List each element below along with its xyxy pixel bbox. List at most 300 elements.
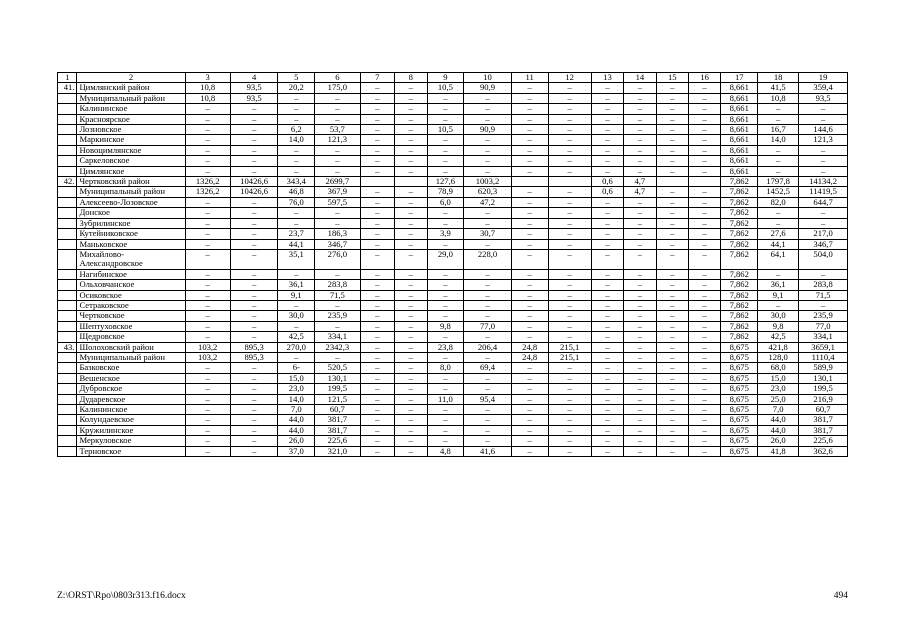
value-cell: – [278, 156, 315, 166]
value-cell: – [591, 104, 623, 114]
settlement-name-cell: Новоцимлянское [77, 145, 185, 155]
value-cell: – [656, 208, 688, 218]
value-cell: 644,7 [799, 197, 848, 207]
value-cell: 14,0 [278, 135, 315, 145]
value-cell: – [548, 332, 591, 342]
value-cell: – [395, 93, 427, 103]
row-number-cell [58, 104, 77, 114]
header-cell: 4 [230, 73, 278, 83]
table-row [58, 405, 848, 415]
value-cell: – [185, 229, 230, 239]
value-cell: – [656, 321, 688, 331]
value-cell: – [230, 373, 278, 383]
value-cell: – [230, 425, 278, 435]
value-cell: – [230, 156, 278, 166]
value-cell: 30,0 [758, 311, 799, 321]
value-cell: – [360, 166, 395, 176]
value-cell: – [688, 145, 720, 155]
value-cell: 20,2 [278, 83, 315, 93]
value-cell: – [758, 104, 799, 114]
value-cell: 346,7 [799, 239, 848, 249]
value-cell: – [688, 269, 720, 279]
settlement-name-cell: Красноярское [77, 114, 185, 124]
value-cell: – [548, 384, 591, 394]
value-cell: 7,862 [721, 300, 758, 310]
value-cell: – [688, 290, 720, 300]
value-cell: – [688, 125, 720, 135]
value-cell: 144,6 [799, 125, 848, 135]
value-cell: – [624, 384, 656, 394]
value-cell: 14,0 [758, 135, 799, 145]
value-cell: – [464, 332, 512, 342]
value-cell: 8,661 [721, 104, 758, 114]
value-cell: – [591, 300, 623, 310]
value-cell: – [591, 425, 623, 435]
value-cell: – [360, 373, 395, 383]
settlement-name-cell: Вешенское [77, 373, 185, 383]
value-cell: – [230, 114, 278, 124]
row-number-cell [58, 405, 77, 415]
value-cell: – [688, 93, 720, 103]
value-cell: – [278, 269, 315, 279]
value-cell: – [360, 104, 395, 114]
header-cell: 2 [77, 73, 185, 83]
value-cell: 27,6 [758, 229, 799, 239]
value-cell: 95,4 [464, 394, 512, 404]
value-cell: – [624, 145, 656, 155]
value-cell: – [591, 83, 623, 93]
value-cell: 78,9 [427, 187, 464, 197]
value-cell: 7,0 [758, 405, 799, 415]
value-cell: – [548, 104, 591, 114]
value-cell: – [230, 280, 278, 290]
value-cell: – [624, 405, 656, 415]
value-cell: – [511, 415, 548, 425]
value-cell: – [624, 363, 656, 373]
value-cell: – [656, 187, 688, 197]
value-cell: – [511, 218, 548, 228]
header-cell: 7 [360, 73, 395, 83]
value-cell: – [511, 125, 548, 135]
value-cell: 93,5 [799, 93, 848, 103]
row-number-cell [58, 373, 77, 383]
value-cell: – [511, 93, 548, 103]
value-cell: – [464, 93, 512, 103]
value-cell: – [591, 229, 623, 239]
value-cell: – [591, 197, 623, 207]
value-cell: – [548, 446, 591, 456]
value-cell: – [395, 384, 427, 394]
value-cell: – [591, 394, 623, 404]
value-cell: – [656, 384, 688, 394]
value-cell: – [511, 311, 548, 321]
value-cell: 7,862 [721, 187, 758, 197]
value-cell: – [688, 363, 720, 373]
value-cell: – [511, 135, 548, 145]
value-cell: – [511, 187, 548, 197]
value-cell: – [511, 332, 548, 342]
table-row [58, 83, 848, 93]
value-cell: – [395, 373, 427, 383]
table-row [58, 290, 848, 300]
value-cell: 7,862 [721, 229, 758, 239]
value-cell: – [548, 249, 591, 269]
value-cell: 69,4 [464, 363, 512, 373]
row-number-cell [58, 187, 77, 197]
table-row [58, 280, 848, 290]
value-cell: 7,862 [721, 197, 758, 207]
value-cell: 36,1 [278, 280, 315, 290]
value-cell: 0,6 [591, 187, 623, 197]
value-cell: – [591, 352, 623, 362]
value-cell: – [315, 166, 360, 176]
value-cell: – [278, 352, 315, 362]
value-cell: 15,0 [758, 373, 799, 383]
value-cell: 346,7 [315, 239, 360, 249]
value-cell: – [624, 342, 656, 352]
value-cell: – [185, 436, 230, 446]
value-cell: – [758, 114, 799, 124]
value-cell: – [548, 218, 591, 228]
value-cell: – [185, 239, 230, 249]
value-cell: – [656, 239, 688, 249]
value-cell: – [464, 135, 512, 145]
value-cell: – [230, 321, 278, 331]
value-cell: – [230, 363, 278, 373]
value-cell: – [230, 125, 278, 135]
value-cell: – [427, 156, 464, 166]
value-cell: 10426,6 [230, 177, 278, 187]
value-cell: – [315, 93, 360, 103]
header-cell: 13 [591, 73, 623, 83]
value-cell: 76,0 [278, 197, 315, 207]
value-cell: 1326,2 [185, 187, 230, 197]
table-row [58, 145, 848, 155]
value-cell: 225,6 [799, 436, 848, 446]
value-cell: – [624, 114, 656, 124]
value-cell: – [591, 415, 623, 425]
row-number-cell [58, 394, 77, 404]
value-cell: – [185, 415, 230, 425]
value-cell: – [548, 394, 591, 404]
value-cell: – [230, 415, 278, 425]
value-cell: – [511, 156, 548, 166]
value-cell: – [360, 384, 395, 394]
value-cell: – [548, 187, 591, 197]
value-cell: – [511, 321, 548, 331]
value-cell: – [360, 280, 395, 290]
value-cell [511, 177, 548, 187]
value-cell: 30,0 [278, 311, 315, 321]
value-cell: – [799, 300, 848, 310]
value-cell: 9,1 [758, 290, 799, 300]
value-cell: – [656, 269, 688, 279]
row-number-cell [58, 125, 77, 135]
value-cell: – [656, 415, 688, 425]
page-number: 494 [833, 591, 848, 601]
table-row [58, 239, 848, 249]
value-cell: – [464, 156, 512, 166]
table-row [58, 249, 848, 269]
value-cell: – [395, 218, 427, 228]
value-cell: 2342,3 [315, 342, 360, 352]
value-cell: 42,5 [278, 332, 315, 342]
value-cell: 8,675 [721, 425, 758, 435]
value-cell: 41,5 [758, 83, 799, 93]
value-cell: – [360, 394, 395, 404]
value-cell: – [185, 290, 230, 300]
value-cell: 121,5 [315, 394, 360, 404]
value-cell: – [230, 436, 278, 446]
value-cell: – [591, 342, 623, 352]
value-cell: 1003,2 [464, 177, 512, 187]
value-cell: – [464, 425, 512, 435]
value-cell: – [688, 218, 720, 228]
value-cell: – [395, 269, 427, 279]
value-cell: 367,9 [315, 187, 360, 197]
settlement-name-cell: Дубровское [77, 384, 185, 394]
value-cell: – [511, 280, 548, 290]
value-cell: – [591, 208, 623, 218]
value-cell: – [548, 208, 591, 218]
header-cell: 12 [548, 73, 591, 83]
settlement-name-cell: Маньковское [77, 239, 185, 249]
value-cell: – [360, 332, 395, 342]
value-cell: – [656, 394, 688, 404]
value-cell: – [548, 156, 591, 166]
settlement-name-cell: Калининское [77, 104, 185, 114]
settlement-name-cell: Муниципальный район [77, 187, 185, 197]
settlement-name-cell: Ольховчанское [77, 280, 185, 290]
value-cell: 276,0 [315, 249, 360, 269]
value-cell: – [511, 300, 548, 310]
value-cell: – [315, 300, 360, 310]
value-cell: 199,5 [799, 384, 848, 394]
settlement-name-cell: Нагибинское [77, 269, 185, 279]
value-cell: – [315, 145, 360, 155]
value-cell: – [624, 352, 656, 362]
table-row [58, 93, 848, 103]
value-cell: 8,661 [721, 145, 758, 155]
value-cell: – [656, 332, 688, 342]
value-cell: – [624, 104, 656, 114]
value-cell: – [511, 269, 548, 279]
value-cell: – [360, 145, 395, 155]
value-cell: 16,7 [758, 125, 799, 135]
value-cell: – [511, 446, 548, 456]
value-cell: – [464, 373, 512, 383]
value-cell: – [185, 425, 230, 435]
value-cell: – [511, 197, 548, 207]
value-cell: 10,8 [185, 83, 230, 93]
row-number-cell [58, 384, 77, 394]
value-cell: 7,862 [721, 239, 758, 249]
value-cell: – [591, 239, 623, 249]
value-cell: – [315, 352, 360, 362]
value-cell: 597,5 [315, 197, 360, 207]
value-cell: – [511, 384, 548, 394]
table-row [58, 104, 848, 114]
value-cell: 36,1 [758, 280, 799, 290]
value-cell: 8,675 [721, 436, 758, 446]
header-cell: 16 [688, 73, 720, 83]
value-cell: – [511, 290, 548, 300]
value-cell: – [624, 415, 656, 425]
table-row [58, 425, 848, 435]
value-cell: – [624, 125, 656, 135]
value-cell: – [688, 436, 720, 446]
row-number-cell [58, 332, 77, 342]
row-number-cell [58, 208, 77, 218]
value-cell: 381,7 [315, 415, 360, 425]
value-cell: – [395, 446, 427, 456]
row-number-cell [58, 218, 77, 228]
value-cell: 44,1 [758, 239, 799, 249]
value-cell: 42,5 [758, 332, 799, 342]
settlement-name-cell: Меркуловское [77, 436, 185, 446]
value-cell: – [395, 300, 427, 310]
value-cell: – [548, 425, 591, 435]
value-cell: – [591, 269, 623, 279]
value-cell: – [656, 373, 688, 383]
value-cell: – [591, 249, 623, 269]
value-cell: – [464, 415, 512, 425]
value-cell: – [624, 290, 656, 300]
value-cell: – [464, 384, 512, 394]
value-cell: – [511, 208, 548, 218]
value-cell: 90,9 [464, 125, 512, 135]
value-cell: – [624, 197, 656, 207]
value-cell: – [360, 311, 395, 321]
value-cell: – [688, 208, 720, 218]
value-cell: – [427, 425, 464, 435]
value-cell: 228,0 [464, 249, 512, 269]
value-cell: 35,1 [278, 249, 315, 269]
value-cell: – [315, 269, 360, 279]
value-cell: 895,3 [230, 352, 278, 362]
value-cell: – [548, 311, 591, 321]
value-cell: – [591, 332, 623, 342]
value-cell: – [360, 229, 395, 239]
value-cell: 8,661 [721, 156, 758, 166]
value-cell: – [185, 249, 230, 269]
table-row [58, 187, 848, 197]
value-cell: – [591, 436, 623, 446]
value-cell: – [624, 436, 656, 446]
settlement-name-cell: Шептуховское [77, 321, 185, 331]
value-cell: – [427, 135, 464, 145]
value-cell: – [656, 363, 688, 373]
value-cell: – [688, 321, 720, 331]
row-number-cell [58, 300, 77, 310]
value-cell: – [624, 239, 656, 249]
value-cell: – [185, 311, 230, 321]
row-number-cell [58, 425, 77, 435]
value-cell: – [624, 332, 656, 342]
value-cell: – [278, 300, 315, 310]
value-cell: – [464, 280, 512, 290]
value-cell: – [656, 311, 688, 321]
value-cell: – [427, 145, 464, 155]
value-cell: 44,0 [278, 425, 315, 435]
value-cell: – [185, 104, 230, 114]
value-cell: – [395, 125, 427, 135]
row-number-cell [58, 363, 77, 373]
value-cell: – [185, 300, 230, 310]
value-cell: 381,7 [315, 425, 360, 435]
value-cell: – [591, 311, 623, 321]
value-cell: – [230, 300, 278, 310]
value-cell: – [624, 249, 656, 269]
value-cell: – [656, 125, 688, 135]
value-cell: – [395, 208, 427, 218]
value-cell: – [360, 269, 395, 279]
value-cell: – [185, 208, 230, 218]
value-cell: 9,8 [427, 321, 464, 331]
settlement-name-cell: Донское [77, 208, 185, 218]
value-cell: – [278, 145, 315, 155]
value-cell: – [688, 446, 720, 456]
value-cell: – [511, 363, 548, 373]
value-cell: – [548, 229, 591, 239]
value-cell: – [688, 229, 720, 239]
value-cell: – [185, 269, 230, 279]
value-cell: – [360, 197, 395, 207]
value-cell: – [591, 446, 623, 456]
value-cell: 127,6 [427, 177, 464, 187]
value-cell: – [624, 300, 656, 310]
value-cell: 6- [278, 363, 315, 373]
value-cell: – [688, 114, 720, 124]
settlement-name-cell: Алексеево-Лозовское [77, 197, 185, 207]
value-cell: 77,0 [799, 321, 848, 331]
value-cell: – [230, 311, 278, 321]
row-number-cell [58, 145, 77, 155]
value-cell: – [360, 300, 395, 310]
value-cell: – [591, 156, 623, 166]
value-cell: – [360, 436, 395, 446]
value-cell: – [360, 135, 395, 145]
value-cell: – [688, 166, 720, 176]
settlement-name-cell: Терновское [77, 446, 185, 456]
value-cell [656, 177, 688, 187]
value-cell: – [278, 166, 315, 176]
value-cell: – [230, 384, 278, 394]
value-cell: – [656, 166, 688, 176]
value-cell: – [395, 239, 427, 249]
value-cell: – [656, 436, 688, 446]
value-cell: 60,7 [315, 405, 360, 415]
value-cell: – [799, 145, 848, 155]
table-row [58, 208, 848, 218]
value-cell: – [591, 280, 623, 290]
value-cell: – [230, 135, 278, 145]
settlement-name-cell: Калининское [77, 405, 185, 415]
value-cell: 11,0 [427, 394, 464, 404]
value-cell: – [624, 311, 656, 321]
value-cell: – [230, 104, 278, 114]
value-cell: – [427, 290, 464, 300]
value-cell: – [185, 363, 230, 373]
value-cell: – [464, 300, 512, 310]
value-cell: – [511, 229, 548, 239]
header-cell: 1 [58, 73, 77, 83]
value-cell: – [624, 218, 656, 228]
value-cell: – [395, 425, 427, 435]
value-cell: – [624, 208, 656, 218]
row-number-cell [58, 166, 77, 176]
header-cell: 18 [758, 73, 799, 83]
